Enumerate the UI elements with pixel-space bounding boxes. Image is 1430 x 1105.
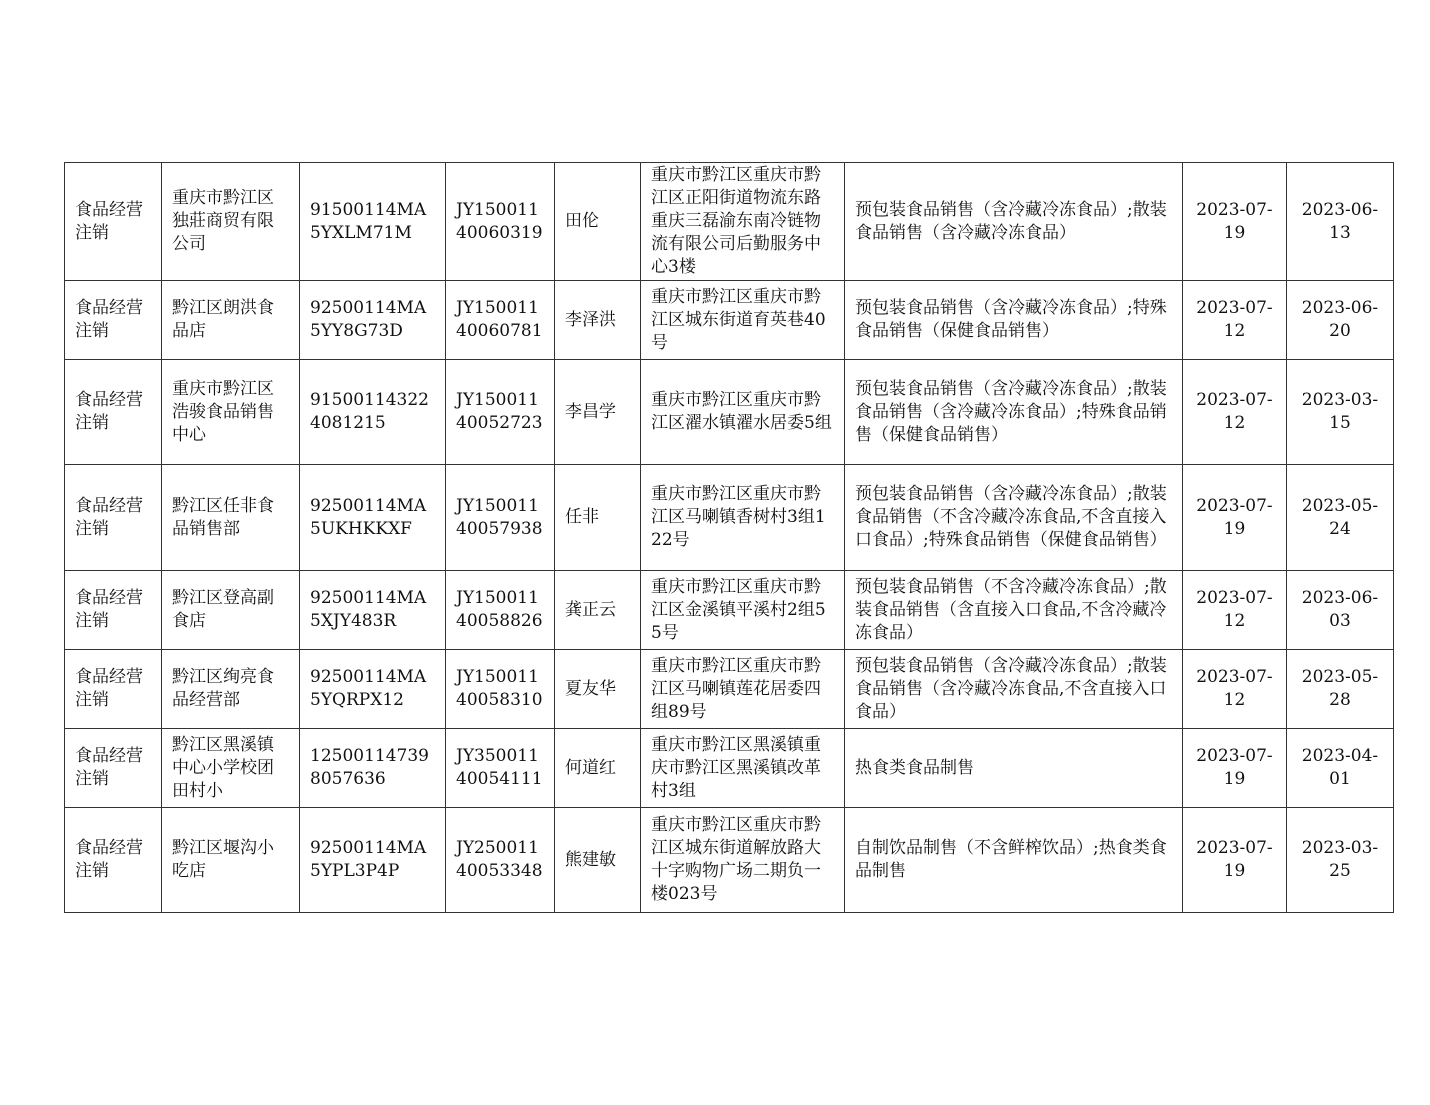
cell-license-no: JY15001140060781 — [446, 281, 555, 360]
cell-credit-code: 92500114MA5XJY483R — [300, 571, 446, 650]
cell-type: 食品经营注销 — [65, 360, 162, 465]
cell-scope: 预包装食品销售（含冷藏冷冻食品）;散装食品销售（含冷藏冷冻食品,不含直接入口食品） — [845, 650, 1183, 729]
cell-credit-code: 125001147398057636 — [300, 729, 446, 808]
cell-person: 熊建敏 — [555, 808, 641, 913]
cell-credit-code: 92500114MA5YQRPX12 — [300, 650, 446, 729]
cell-date-2: 2023-06-03 — [1287, 571, 1394, 650]
cell-credit-code: 91500114MA5YXLM71M — [300, 163, 446, 281]
table-row — [65, 808, 1394, 913]
cell-address: 重庆市黔江区重庆市黔江区马喇镇香树村3组122号 — [641, 465, 845, 571]
table-row — [65, 571, 1394, 650]
cell-date-2: 2023-05-24 — [1287, 465, 1394, 571]
cell-name: 重庆市黔江区浩骏食品销售中心 — [162, 360, 300, 465]
cell-person: 田伦 — [555, 163, 641, 281]
cell-date-1: 2023-07-12 — [1183, 650, 1287, 729]
cell-date-1: 2023-07-19 — [1183, 465, 1287, 571]
table-row — [65, 163, 1394, 281]
cell-address: 重庆市黔江区重庆市黔江区马喇镇莲花居委四组89号 — [641, 650, 845, 729]
cell-date-2: 2023-04-01 — [1287, 729, 1394, 808]
cell-license-no: JY25001140053348 — [446, 808, 555, 913]
cell-date-2: 2023-06-20 — [1287, 281, 1394, 360]
cell-license-no: JY35001140054111 — [446, 729, 555, 808]
cell-date-2: 2023-03-15 — [1287, 360, 1394, 465]
cell-scope: 预包装食品销售（含冷藏冷冻食品）;散装食品销售（不含冷藏冷冻食品,不含直接入口食品）;特殊食品销售（保健食品销售） — [845, 465, 1183, 571]
cell-scope: 预包装食品销售（含冷藏冷冻食品）;散装食品销售（含冷藏冷冻食品）;特殊食品销售（保健食品销售） — [845, 360, 1183, 465]
cell-type: 食品经营注销 — [65, 163, 162, 281]
cell-type: 食品经营注销 — [65, 729, 162, 808]
cell-license-no: JY15001140052723 — [446, 360, 555, 465]
cell-license-no: JY15001140057938 — [446, 465, 555, 571]
cell-scope: 预包装食品销售（含冷藏冷冻食品）;散装食品销售（含冷藏冷冻食品） — [845, 163, 1183, 281]
cell-date-2: 2023-03-25 — [1287, 808, 1394, 913]
table-row — [65, 465, 1394, 571]
cell-person: 任非 — [555, 465, 641, 571]
cell-name: 黔江区任非食品销售部 — [162, 465, 300, 571]
table-row — [65, 650, 1394, 729]
cell-scope: 热食类食品制售 — [845, 729, 1183, 808]
cell-name: 黔江区堰沟小吃店 — [162, 808, 300, 913]
cell-date-1: 2023-07-19 — [1183, 808, 1287, 913]
cell-credit-code: 92500114MA5UKHKKXF — [300, 465, 446, 571]
cell-type: 食品经营注销 — [65, 571, 162, 650]
cell-scope: 自制饮品制售（不含鲜榨饮品）;热食类食品制售 — [845, 808, 1183, 913]
cell-date-1: 2023-07-12 — [1183, 360, 1287, 465]
cell-scope: 预包装食品销售（含冷藏冷冻食品）;特殊食品销售（保健食品销售） — [845, 281, 1183, 360]
cell-address: 重庆市黔江区重庆市黔江区城东街道解放路大十字购物广场二期负一楼023号 — [641, 808, 845, 913]
cell-name: 重庆市黔江区独莊商贸有限公司 — [162, 163, 300, 281]
cell-address: 重庆市黔江区重庆市黔江区濯水镇濯水居委5组 — [641, 360, 845, 465]
cell-address: 重庆市黔江区重庆市黔江区城东街道育英巷40号 — [641, 281, 845, 360]
cell-credit-code: 915001143224081215 — [300, 360, 446, 465]
cell-address: 重庆市黔江区重庆市黔江区正阳街道物流东路重庆三磊渝东南冷链物流有限公司后勤服务中心3楼 — [641, 163, 845, 281]
cell-credit-code: 92500114MA5YPL3P4P — [300, 808, 446, 913]
cell-person: 龚正云 — [555, 571, 641, 650]
cell-person: 李泽洪 — [555, 281, 641, 360]
cell-person: 李昌学 — [555, 360, 641, 465]
cell-type: 食品经营注销 — [65, 281, 162, 360]
table-row — [65, 281, 1394, 360]
cell-name: 黔江区登高副食店 — [162, 571, 300, 650]
cell-name: 黔江区朗洪食品店 — [162, 281, 300, 360]
table-row — [65, 729, 1394, 808]
cell-credit-code: 92500114MA5YY8G73D — [300, 281, 446, 360]
cell-date-2: 2023-06-13 — [1287, 163, 1394, 281]
cell-name: 黔江区黑溪镇中心小学校团田村小 — [162, 729, 300, 808]
records-table — [64, 162, 1394, 913]
cell-scope: 预包装食品销售（不含冷藏冷冻食品）;散装食品销售（含直接入口食品,不含冷藏冷冻食品） — [845, 571, 1183, 650]
cell-name: 黔江区绚亮食品经营部 — [162, 650, 300, 729]
cell-date-1: 2023-07-12 — [1183, 281, 1287, 360]
cell-date-2: 2023-05-28 — [1287, 650, 1394, 729]
cell-license-no: JY15001140060319 — [446, 163, 555, 281]
cell-type: 食品经营注销 — [65, 808, 162, 913]
cell-license-no: JY15001140058826 — [446, 571, 555, 650]
table-row — [65, 360, 1394, 465]
cell-type: 食品经营注销 — [65, 465, 162, 571]
cell-date-1: 2023-07-19 — [1183, 729, 1287, 808]
cell-type: 食品经营注销 — [65, 650, 162, 729]
cell-date-1: 2023-07-19 — [1183, 163, 1287, 281]
cell-address: 重庆市黔江区黑溪镇重庆市黔江区黑溪镇改革村3组 — [641, 729, 845, 808]
table-body — [65, 163, 1394, 913]
cell-license-no: JY15001140058310 — [446, 650, 555, 729]
cell-person: 何道红 — [555, 729, 641, 808]
cell-address: 重庆市黔江区重庆市黔江区金溪镇平溪村2组55号 — [641, 571, 845, 650]
cell-person: 夏友华 — [555, 650, 641, 729]
cell-date-1: 2023-07-12 — [1183, 571, 1287, 650]
